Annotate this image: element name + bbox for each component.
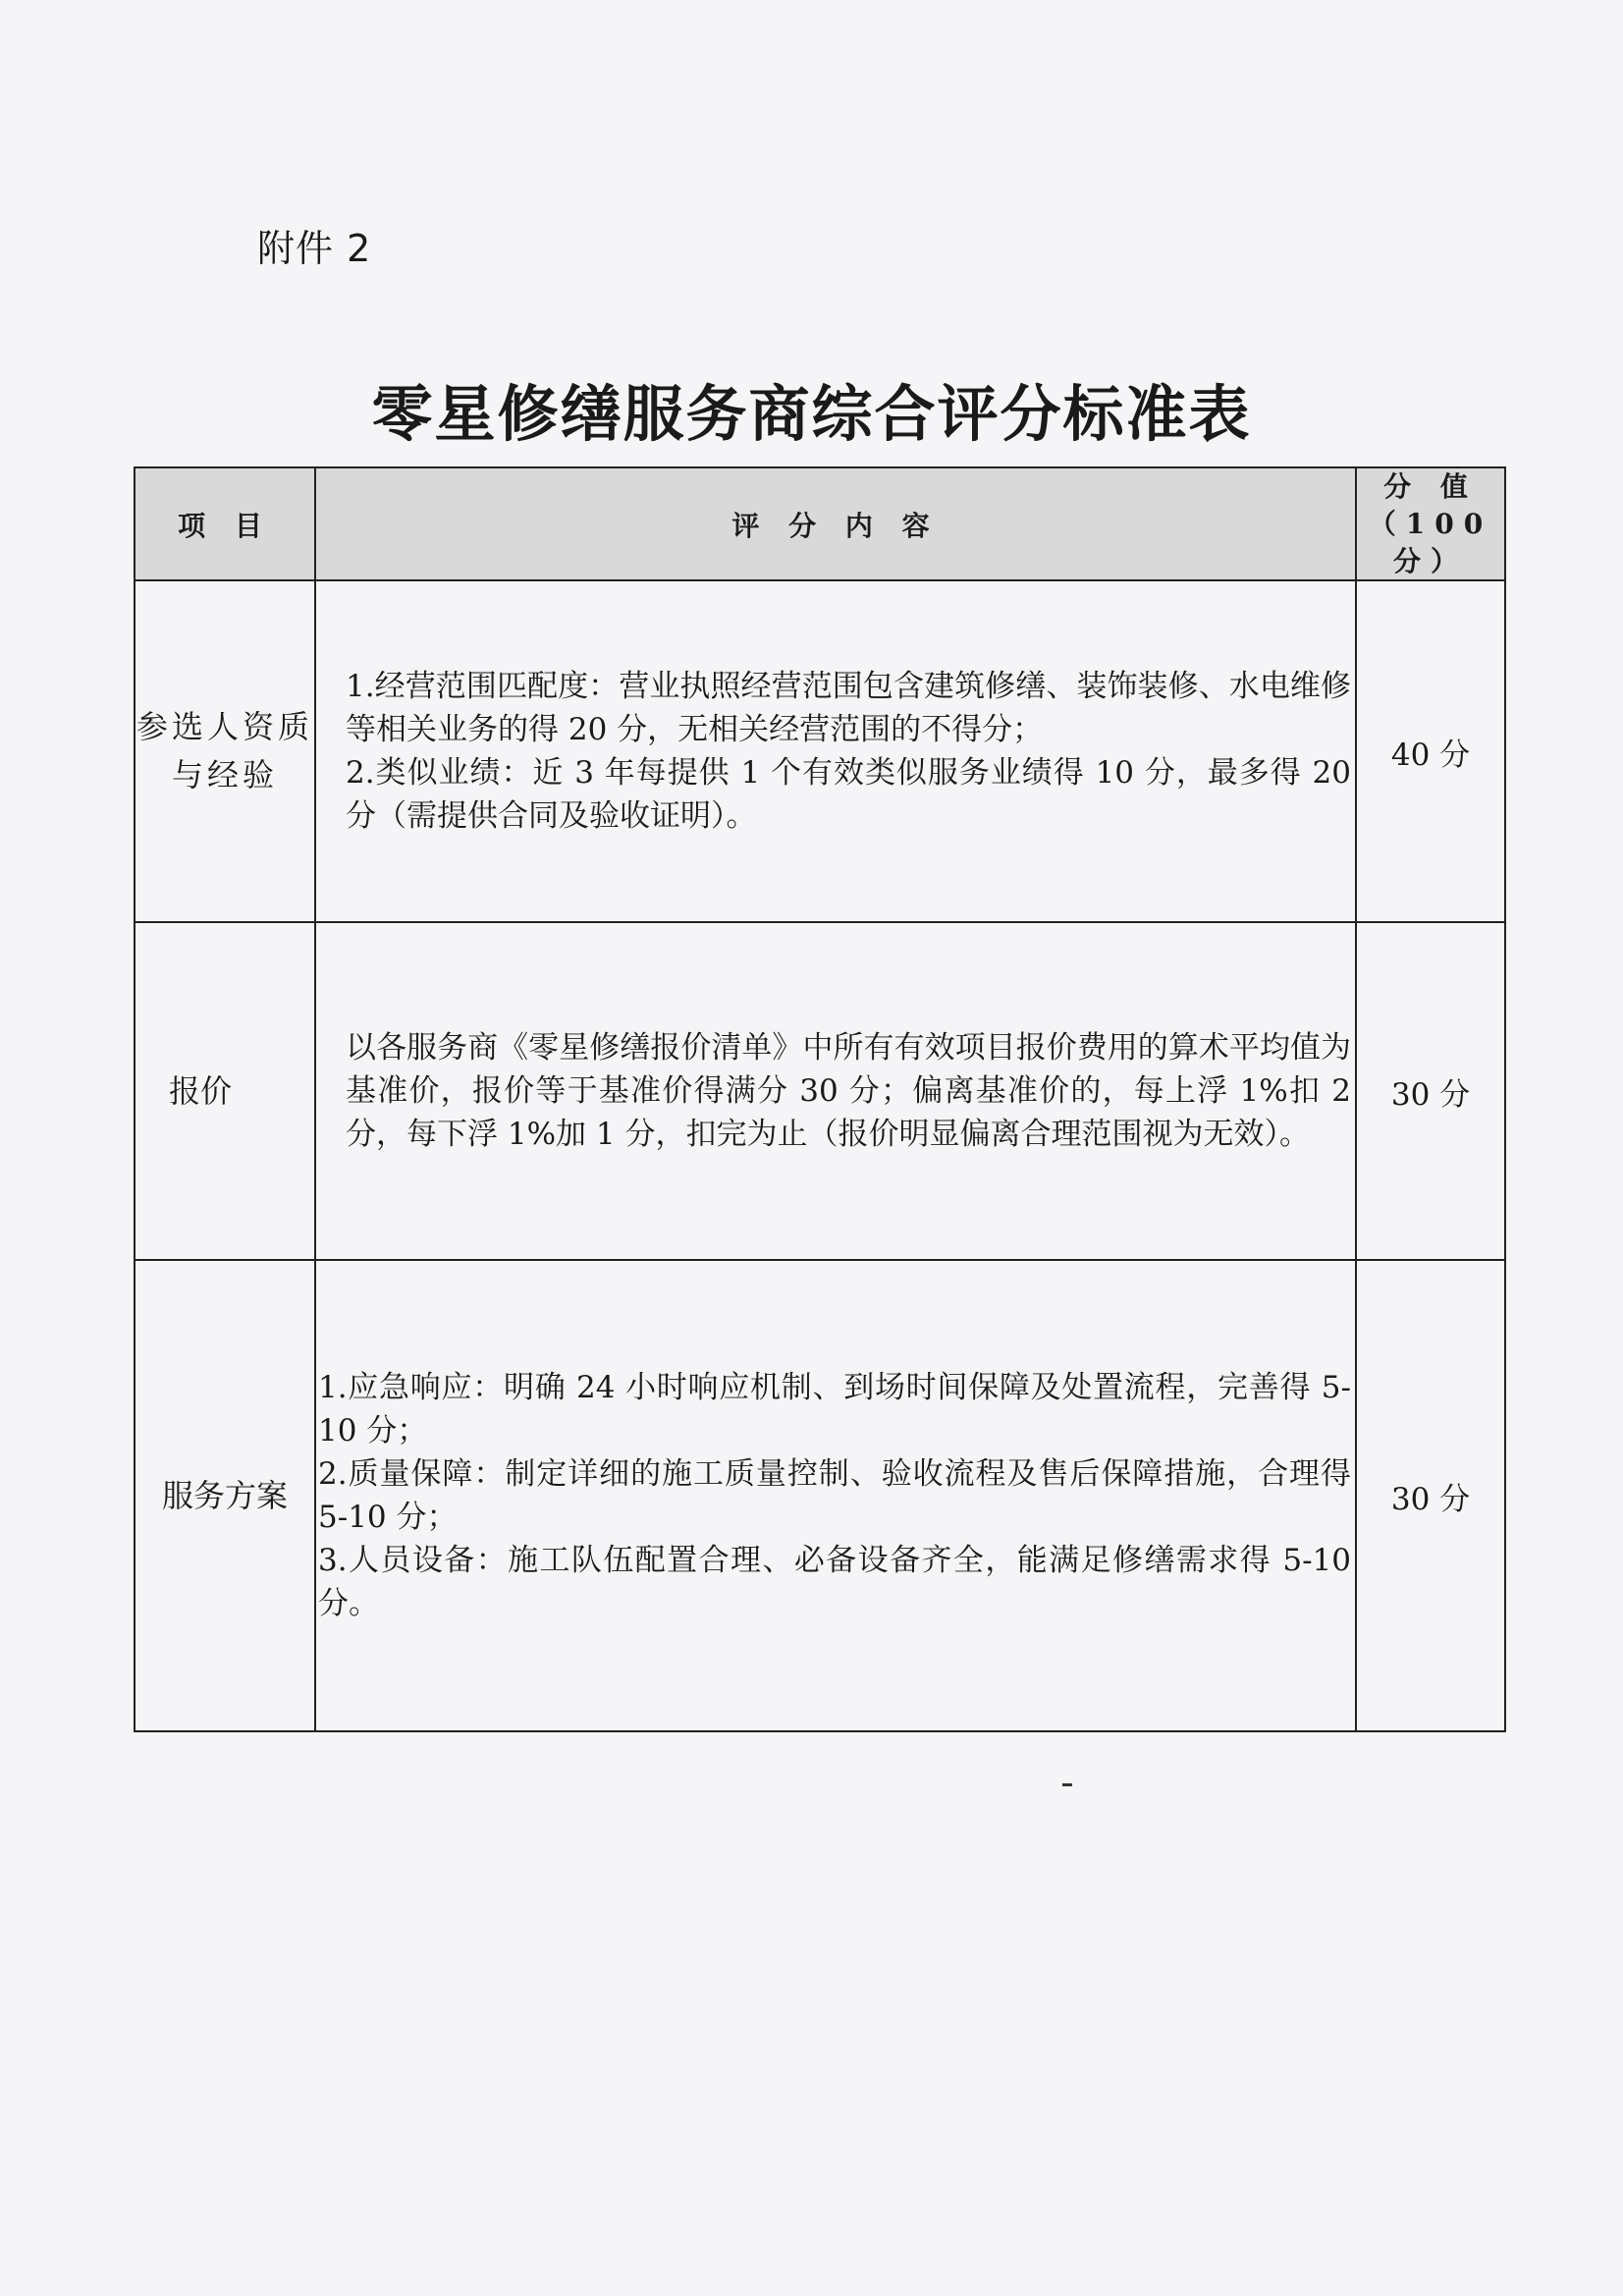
content-line: 2.类似业绩：近 3 年每提供 1 个有效类似服务业绩得 10 分，最多得 20 分（需提供合同及验收证明）。 [346,755,1351,835]
header-score-total: （100 分） [1368,507,1493,577]
table-header-row [135,467,1505,580]
row-item: 参选人资质与经验 [135,580,315,922]
content-line: 3.人员设备：施工队伍配置合理、必备设备齐全，能满足修缮需求得 5-10 分。 [318,1543,1351,1622]
header-content: 评 分 内 容 [315,467,1356,580]
row-score: 30 分 [1356,922,1505,1260]
header-item: 项 目 [135,467,315,580]
content-line: 1.经营范围匹配度：营业执照经营范围包含建筑修缮、装饰装修、水电维修等相关业务的得 20 分，无相关经营范围的不得分； [346,669,1351,748]
scan-mark [1062,1783,1072,1786]
scoring-table [134,466,1506,1732]
row-content [315,922,1356,1260]
header-score-label: 分 值 [1383,470,1478,503]
content-line: 1.应急响应：明确 24 小时响应机制、到场时间保障及处置流程，完善得 5-10 分； [318,1370,1351,1449]
table-row [135,922,1505,1260]
row-item: 服务方案 [135,1260,315,1731]
header-score [1356,467,1505,580]
document-title: 零星修缮服务商综合评分标准表 [371,378,1252,450]
row-score: 30 分 [1356,1260,1505,1731]
table-row [135,1260,1505,1731]
row-content [315,580,1356,922]
row-score: 40 分 [1356,580,1505,922]
content-line: 2.质量保障：制定详细的施工质量控制、验收流程及售后保障措施，合理得 5-10 分； [318,1456,1351,1536]
content-line: 以各服务商《零星修缮报价清单》中所有有效项目报价费用的算术平均值为基准价，报价等于基准价得满分 30 分；偏离基准价的，每上浮 1%扣 2 分，每下浮 1%加 1 分，扣完为止（报价明显偏离合理范围视为无效）。 [346,1030,1351,1153]
row-item: 报价 [135,922,315,1260]
attachment-label: 附件 2 [257,227,372,270]
table-row [135,580,1505,922]
row-content [315,1260,1356,1731]
